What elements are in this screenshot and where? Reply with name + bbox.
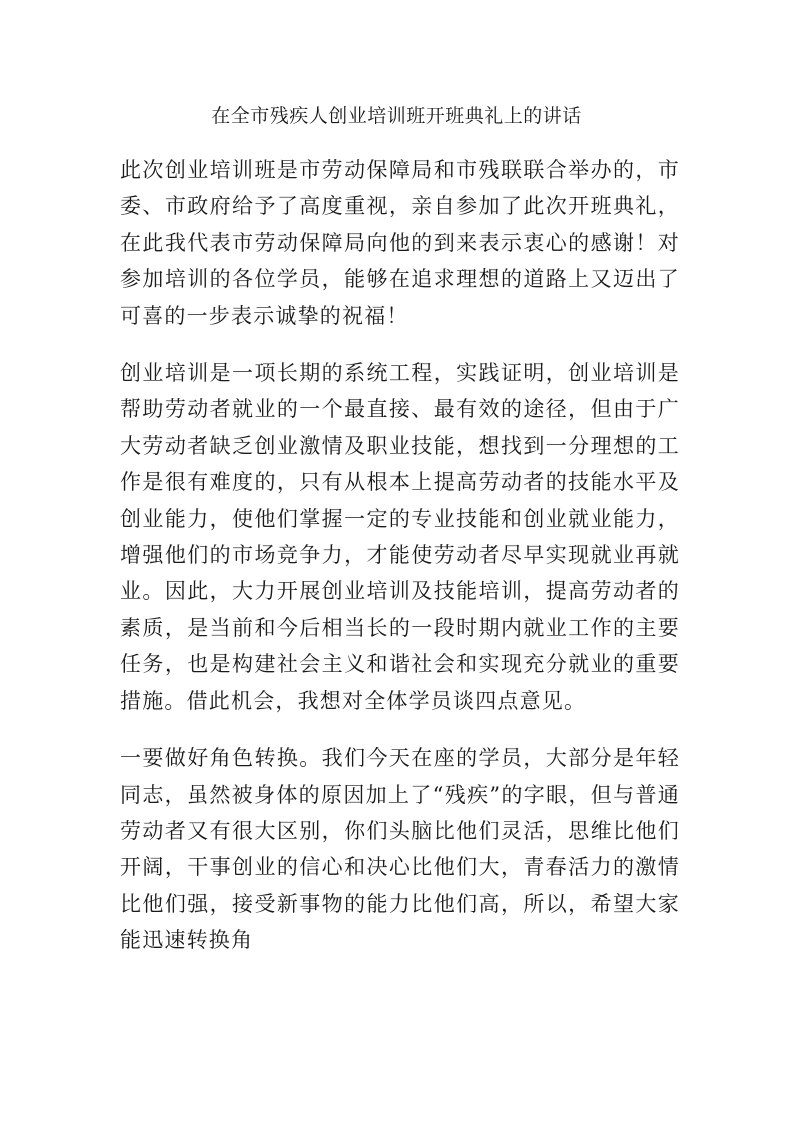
paragraph-1: 此次创业培训班是市劳动保障局和市残联联合举办的，市委、市政府给予了高度重视，亲自参加了此次开班典礼，在此我代表市劳动保障局向他的到来表示衷心的感谢！对参加培训的各位学员，能够在追求理想的道路上又迈出了可喜的一步表示诚挚的祝福！ xyxy=(120,158,680,328)
paragraph-3: 一要做好角色转换。我们今天在座的学员，大部分是年轻同志，虽然被身体的原因加上了“残疾”的字眼，但与普通劳动者又有很大区别，你们头脑比他们灵活，思维比他们开阔，干事创业的信心和决心比他们大，青春活力的激情比他们强，接受新事物的能力比他们高，所以，希望大家能迅速转换角 xyxy=(120,746,680,953)
paragraph-2: 创业培训是一项长期的系统工程，实践证明，创业培训是帮助劳动者就业的一个最直接、最有效的途径，但由于广大劳动者缺乏创业激情及职业技能，想找到一分理想的工作是很有难度的，只有从根本上提高劳动者的技能水平及创业能力，使他们掌握一定的专业技能和创业就业能力，增强他们的市场竞争力，才能使劳动者尽早实现就业再就业。因此，大力开展创业培训及技能培训，提高劳动者的素质，是当前和今后相当长的一段时期内就业工作的主要任务，也是构建社会主义和谐社会和实现充分就业的重要措施。借此机会，我想对全体学员谈四点意见。 xyxy=(120,361,680,713)
document-body xyxy=(120,152,680,980)
document-title: 在全市残疾人创业培训班开班典礼上的讲话 xyxy=(211,105,582,127)
